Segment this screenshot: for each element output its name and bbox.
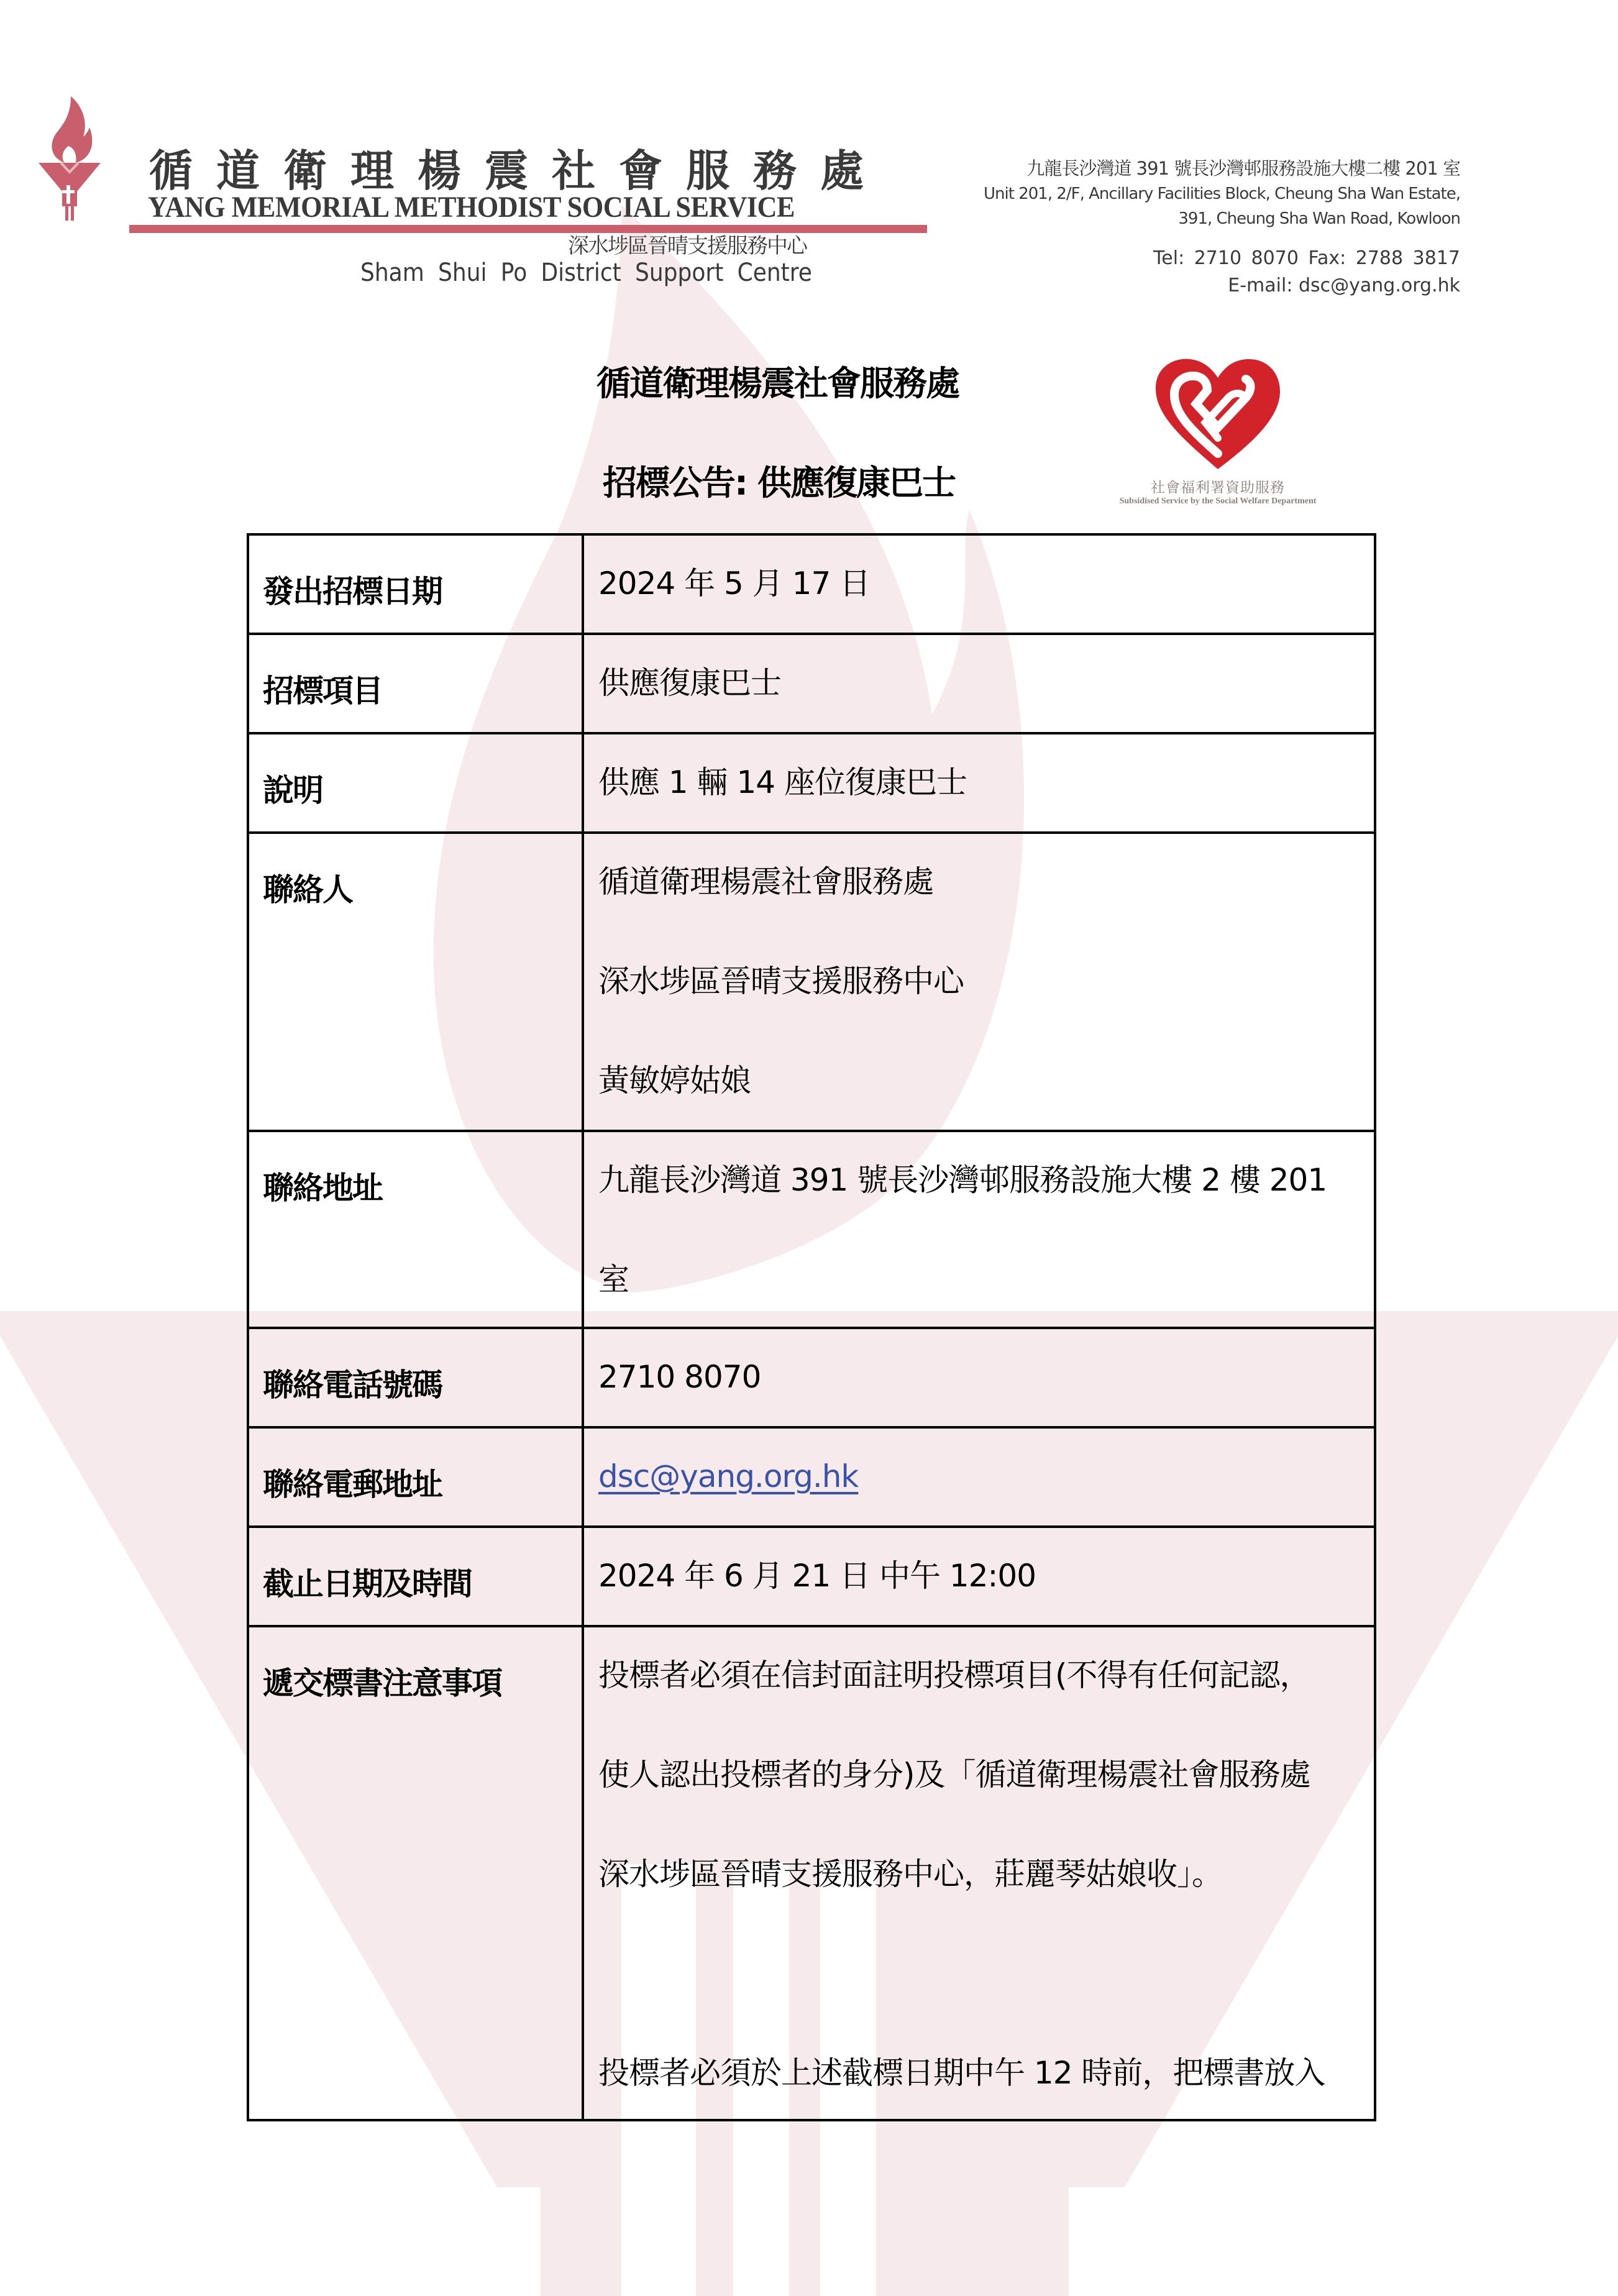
centre-name-zh: 深水埗區晉晴支援服務中心 [568, 234, 807, 258]
row-value [583, 634, 1375, 733]
email-link[interactable]: dsc@yang.org.hk [598, 1458, 859, 1494]
phone-value: 2710 8070 [598, 1359, 761, 1395]
row-value [583, 733, 1375, 833]
row-label: 發出招標日期 [248, 534, 583, 634]
address-line-1: 九龍長沙灣道 391 號長沙灣邨服務設施大樓 2 樓 201 [598, 1162, 1327, 1198]
row-value [583, 1527, 1375, 1626]
row-label: 遞交標書注意事項 [248, 1626, 583, 2120]
table-row-tender-item [248, 634, 1375, 733]
note-line-3: 深水埗區晉晴支援服務中心，莊麗琴姑娘收」。 [598, 1856, 1222, 1892]
note-line-4: 投標者必須於上述截標日期中午 12 時前，把標書放入 [598, 2055, 1325, 2091]
address-en-line2: 391, Cheung Sha Wan Road, Kowloon [1178, 209, 1460, 228]
document-title-org: 循道衛理楊震社會服務處 [596, 364, 959, 403]
note-line-1: 投標者必須在信封面註明投標項目(不得有任何記認， [598, 1657, 1310, 1693]
row-label: 聯絡電郵地址 [248, 1427, 583, 1527]
address-line-2: 室 [598, 1261, 629, 1297]
contact-person: 黃敏婷姑娘 [598, 1063, 751, 1099]
table-row-contact-person [248, 833, 1375, 1131]
issue-date-value: 2024 年 5 月 17 日 [598, 565, 871, 601]
table-row-deadline [248, 1527, 1375, 1626]
contact-block [932, 155, 1460, 300]
swd-label-en: Subsidised Service by the Social Welfare Department [1119, 496, 1317, 506]
swd-logo [1094, 354, 1342, 516]
row-label: 聯絡電話號碼 [248, 1328, 583, 1427]
tel-fax: Tel: 2710 8070 Fax: 2788 3817 [1153, 247, 1460, 269]
org-name-en: YANG MEMORIAL METHODIST SOCIAL SERVICE [148, 191, 795, 224]
swd-label-zh: 社會福利署資助服務 [1151, 480, 1285, 496]
table-row-description [248, 733, 1375, 833]
header-divider [129, 225, 927, 233]
row-value [583, 1427, 1375, 1527]
row-label: 截止日期及時間 [248, 1527, 583, 1626]
org-logo-icon [39, 93, 101, 221]
row-label: 說明 [248, 733, 583, 833]
deadline-value: 2024 年 6 月 21 日 中午 12:00 [598, 1558, 1036, 1594]
row-label: 招標項目 [248, 634, 583, 733]
address-en-line1: Unit 201, 2/F, Ancillary Facilities Block, Cheung Sha Wan Estate, [984, 185, 1460, 203]
row-value [583, 1328, 1375, 1427]
contact-centre: 深水埗區晉晴支援服務中心 [598, 963, 964, 999]
table-row-phone [248, 1328, 1375, 1427]
note-line-2: 使人認出投標者的身分)及「循道衛理楊震社會服務處 [598, 1757, 1310, 1793]
row-value [583, 534, 1375, 634]
header-email: E-mail: dsc@yang.org.hk [1228, 275, 1460, 296]
table-row-issue-date [248, 534, 1375, 634]
address-zh: 九龍長沙灣道 391 號長沙灣邨服務設施大樓二樓 201 室 [1026, 158, 1460, 179]
description-value: 供應 1 輛 14 座位復康巴士 [598, 764, 967, 800]
row-label: 聯絡地址 [248, 1131, 583, 1328]
row-value [583, 1131, 1375, 1328]
centre-name-en: Sham Shui Po District Support Centre [360, 258, 812, 287]
heart-icon [1153, 354, 1283, 472]
paragraph-gap [598, 1891, 1368, 2056]
row-value [583, 833, 1375, 1131]
row-label: 聯絡人 [248, 833, 583, 1131]
table-row-submission-notes [248, 1626, 1375, 2120]
document-title-notice: 招標公告: 供應復康巴士 [603, 463, 956, 503]
table-row-address [248, 1131, 1375, 1328]
table-row-email [248, 1427, 1375, 1527]
row-value [583, 1626, 1375, 2120]
org-name-zh: 循道衛理楊震社會服務處 [149, 145, 887, 196]
tender-item-value: 供應復康巴士 [598, 665, 781, 701]
contact-org: 循道衛理楊震社會服務處 [598, 864, 933, 900]
tender-info-table [247, 533, 1376, 2121]
